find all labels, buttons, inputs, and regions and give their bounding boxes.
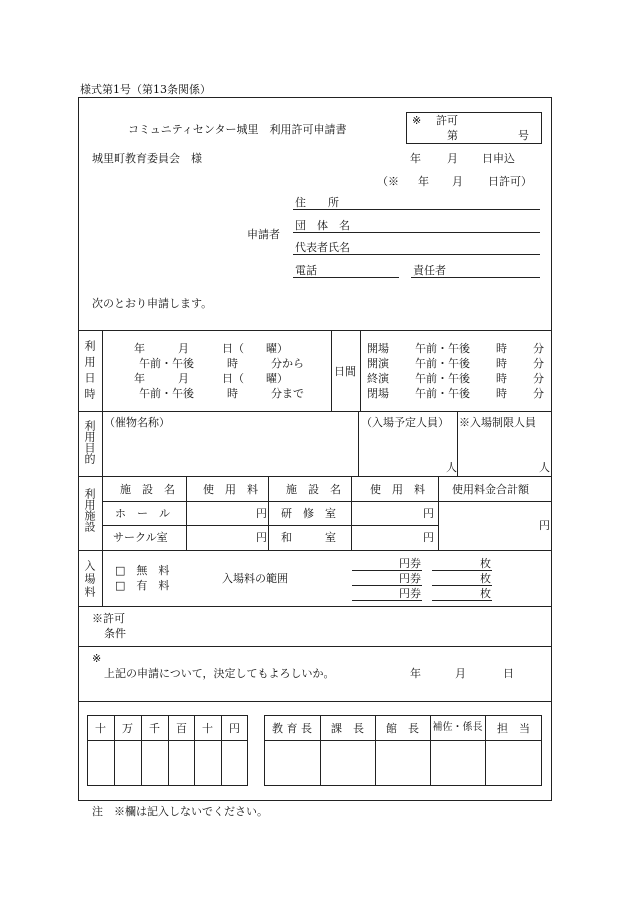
ticket-sheets-underline — [432, 570, 492, 571]
limit-unit: 人 — [539, 461, 550, 474]
schedule-hour: 時 — [496, 342, 507, 355]
event-name-label: （催物名称） — [104, 416, 170, 429]
permit-mark: ※ — [412, 114, 422, 127]
facility-row-line — [102, 525, 438, 526]
money-cell-label: 百 — [176, 722, 187, 735]
intro-text: 次のとおり申請します。 — [92, 297, 213, 310]
ticket-yen: 円券 — [399, 557, 421, 570]
col-facility-name-2: 施 設 名 — [286, 483, 341, 496]
decision-year: 年 — [410, 667, 421, 680]
usage-datetime-label: 利用日時 — [83, 340, 96, 404]
col-fee-1: 使 用 料 — [203, 483, 258, 496]
divider — [78, 606, 552, 607]
decision-month: 月 — [455, 667, 466, 680]
attendance-limit-label: ※入場制限人員 — [459, 416, 536, 429]
facility-japanese: 和 室 — [281, 531, 336, 544]
facility-training: 研 修 室 — [281, 507, 336, 520]
approval-cell-label: 担 当 — [497, 722, 530, 735]
schedule-minute: 分 — [533, 357, 544, 370]
divider — [78, 646, 552, 647]
permit-year: 年 — [418, 175, 429, 188]
facility-col — [186, 476, 187, 550]
ticket-sheets-underline — [432, 585, 492, 586]
divider — [78, 701, 552, 702]
admission-free: □ 無 料 — [115, 564, 170, 577]
ticket-yen: 円券 — [399, 572, 421, 585]
form-id: 様式第1号（第13条関係） — [80, 83, 211, 96]
yen-total: 円 — [539, 519, 550, 532]
permit-no-pre: 第 — [447, 129, 458, 142]
permit-month: 月 — [452, 175, 463, 188]
purpose-label: 利用目的 — [83, 420, 96, 464]
schedule-ampm: 午前・午後 — [415, 342, 470, 355]
ticket-sheets: 枚 — [480, 572, 491, 585]
permit-day: 日許可） — [488, 175, 532, 188]
admission-range: 入場料の範囲 — [222, 572, 288, 585]
schedule-label: 終演 — [367, 372, 389, 385]
money-cell-label: 千 — [149, 722, 160, 735]
facility-col — [351, 476, 352, 550]
group-label: 団 体 名 — [295, 219, 350, 232]
schedule-label: 開場 — [367, 342, 389, 355]
label-column-border — [102, 330, 103, 606]
purpose-split — [358, 411, 359, 476]
address-underline — [293, 209, 540, 210]
ticket-yen-underline — [352, 585, 422, 586]
phone-label: 電話 — [295, 264, 317, 277]
ticket-sheets: 枚 — [480, 587, 491, 600]
admission-label: 入場料 — [83, 560, 96, 599]
ticket-yen-underline — [352, 600, 422, 601]
permit-date-mark: （※ — [377, 175, 399, 188]
start-date: 年 月 日（ 曜） — [134, 342, 288, 355]
schedule-ampm: 午前・午後 — [415, 372, 470, 385]
ticket-sheets: 枚 — [480, 557, 491, 570]
purpose-split — [457, 411, 458, 476]
addressee: 城里町教育委員会 様 — [92, 152, 202, 165]
footer-note: 注 ※欄は記入しないでください。 — [92, 805, 268, 818]
schedule-minute: 分 — [533, 342, 544, 355]
end-date: 年 月 日（ 曜） — [134, 372, 288, 385]
yen-circle: 円 — [256, 531, 267, 544]
col-facility-name-1: 施 設 名 — [120, 483, 175, 496]
days-label: 日間 — [334, 365, 356, 378]
approval-cell-label: 課 長 — [331, 722, 364, 735]
rep-underline — [293, 254, 540, 255]
permit-conditions-2: 条件 — [104, 627, 126, 640]
approval-cell-label: 補佐・係長 — [432, 722, 483, 733]
divider — [78, 550, 552, 551]
apply-day: 日申込 — [482, 152, 515, 165]
schedule-ampm: 午前・午後 — [415, 357, 470, 370]
schedule-label: 閉場 — [367, 387, 389, 400]
ticket-yen: 円券 — [399, 587, 421, 600]
schedule-ampm: 午前・午後 — [415, 387, 470, 400]
approval-cell-label: 館 長 — [386, 722, 419, 735]
facility-row-line — [102, 501, 552, 502]
yen-training: 円 — [423, 507, 434, 520]
datetime-split — [331, 330, 332, 411]
divider — [78, 476, 552, 477]
decision-mark: ※ — [92, 652, 102, 665]
decision-day: 日 — [503, 667, 514, 680]
facility-col — [268, 476, 269, 550]
yen-hall: 円 — [256, 507, 267, 520]
money-cell-label: 十 — [202, 722, 213, 735]
schedule-hour: 時 — [496, 387, 507, 400]
start-time: 午前・午後 時 分から — [139, 357, 304, 370]
applicant-label: 申請者 — [247, 228, 280, 241]
facility-label: 利用施設 — [83, 488, 96, 532]
money-cell-label: 万 — [122, 722, 133, 735]
facility-hall: ホ ー ル — [115, 507, 170, 520]
admission-paid: □ 有 料 — [115, 579, 170, 592]
approval-grid-line — [264, 740, 542, 741]
form-title: コミュニティセンター城里 利用許可申請書 — [128, 123, 347, 136]
facility-circle: サークル室 — [113, 531, 168, 544]
facility-col — [438, 476, 439, 550]
permit-conditions-1: ※許可 — [92, 612, 125, 625]
apply-month: 月 — [447, 152, 458, 165]
resp-underline — [411, 277, 540, 278]
yen-japanese: 円 — [423, 531, 434, 544]
money-cell-label: 円 — [229, 722, 240, 735]
expected-attendance-label: （入場予定人員） — [361, 416, 449, 429]
schedule-hour: 時 — [496, 357, 507, 370]
datetime-split — [360, 330, 361, 411]
money-cell-label: 十 — [95, 722, 106, 735]
end-time: 午前・午後 時 分まで — [139, 387, 304, 400]
schedule-hour: 時 — [496, 372, 507, 385]
divider — [78, 330, 552, 331]
phone-underline — [293, 277, 399, 278]
ticket-sheets-underline — [432, 600, 492, 601]
schedule-minute: 分 — [533, 387, 544, 400]
expected-unit: 人 — [446, 461, 457, 474]
approval-cell-label: 教 育 長 — [272, 722, 312, 735]
rep-label: 代表者氏名 — [295, 241, 350, 254]
divider — [78, 411, 552, 412]
col-fee-2: 使 用 料 — [370, 483, 425, 496]
schedule-label: 開演 — [367, 357, 389, 370]
schedule-minute: 分 — [533, 372, 544, 385]
permit-label: 許可 — [436, 114, 458, 127]
ticket-yen-underline — [352, 570, 422, 571]
apply-year: 年 — [410, 152, 421, 165]
address-label: 住 所 — [295, 196, 339, 209]
group-underline — [293, 232, 540, 233]
resp-label: 責任者 — [413, 264, 446, 277]
permit-no-post: 号 — [518, 129, 529, 142]
decision-text: 上記の申請について，決定してもよろしいか。 — [104, 667, 335, 680]
col-total: 使用料金合計額 — [452, 483, 529, 496]
